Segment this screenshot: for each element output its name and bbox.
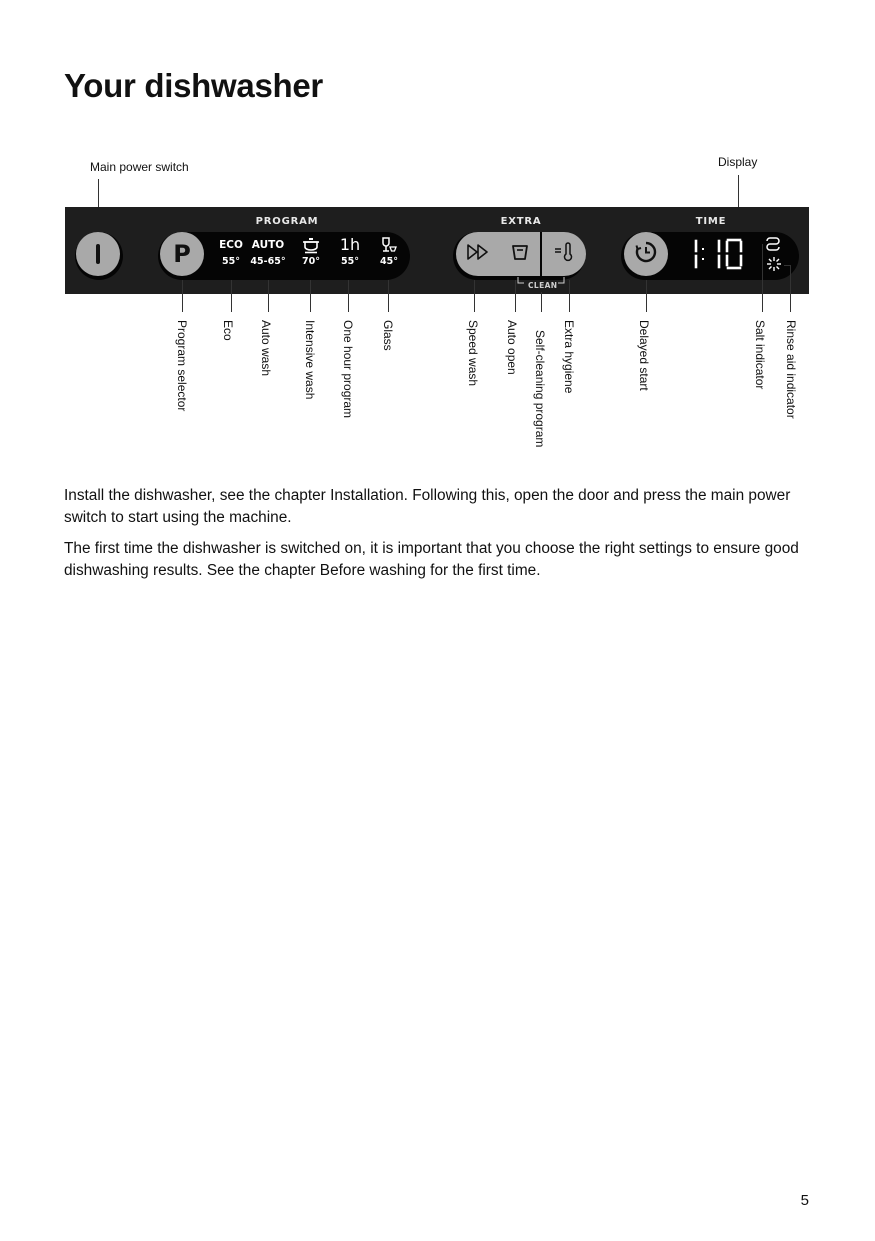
program-button-letter: P: [173, 240, 191, 268]
one-hour-program-label: One hour program: [341, 320, 355, 419]
delayed-start-button[interactable]: [624, 232, 668, 276]
leader-eco: [231, 280, 232, 312]
auto-open-label: Auto open: [505, 320, 519, 375]
program-selector-label: Program selector: [175, 320, 189, 412]
delayed-start-label: Delayed start: [637, 320, 651, 391]
page-number: 5: [800, 1192, 809, 1209]
auto-open-button[interactable]: [500, 232, 540, 276]
intensive-temp: 70°: [302, 256, 320, 267]
clean-label: CLEAN: [528, 281, 558, 290]
program-option-auto[interactable]: [250, 236, 285, 268]
time-display: [690, 238, 748, 270]
salt-icon: [764, 237, 782, 256]
time-section-label: TIME: [695, 216, 727, 227]
program-option-intensive[interactable]: [301, 236, 321, 268]
intensive-wash-label: Intensive wash: [303, 320, 317, 400]
extra-hygiene-button[interactable]: [542, 232, 586, 276]
intro-paragraph: Install the dishwasher, see the chapter Installation. Following this, open the door and press the main power switch to start using the machine.: [64, 487, 791, 526]
leader-delayed-start: [646, 280, 647, 312]
seven-segment-digits: [690, 238, 748, 270]
leader-intensive-wash: [310, 280, 311, 312]
eco-name: ECO: [219, 239, 243, 251]
extra-section-label: EXTRA: [500, 216, 542, 227]
leader-rinse-aid-indicator: [790, 265, 791, 312]
rinse-aid-indicator-label: Rinse aid indicator: [784, 320, 798, 419]
program-selector-button[interactable]: [160, 232, 204, 276]
leader-auto-wash: [268, 280, 269, 312]
fast-forward-icon: [466, 244, 490, 265]
leader-salt-indicator: [762, 244, 763, 312]
one-hour-name: 1h: [339, 235, 361, 254]
leader-speed-wash: [474, 280, 475, 312]
power-icon: [96, 244, 100, 264]
open-door-icon: [511, 243, 529, 266]
main-power-button[interactable]: [76, 232, 120, 276]
self-cleaning-program-label: Self-cleaning program: [533, 330, 547, 448]
time-display-value: [690, 238, 691, 239]
program-section-label: PROGRAM: [255, 216, 319, 227]
leader-glass: [388, 280, 389, 312]
rinse-aid-leader-hook: [784, 265, 790, 266]
glass-temp: 45°: [380, 256, 398, 267]
program-option-eco[interactable]: [219, 236, 243, 268]
leader-self-cleaning: [541, 292, 542, 312]
program-option-glass[interactable]: [380, 236, 398, 268]
extra-hygiene-label: Extra hygiene: [562, 320, 576, 394]
leader-program-selector: [182, 280, 183, 312]
one-hour-temp: 55°: [341, 256, 359, 267]
auto-temp: 45-65°: [250, 256, 286, 267]
first-use-paragraph: The first time the dishwasher is switched on, it is important that you choose the right settings to ensure good dishwashing results. See the chapter Before washing for the first time.: [64, 540, 799, 579]
salt-indicator-label: Salt indicator: [753, 320, 767, 390]
rinse-aid-icon: [766, 256, 782, 277]
glass-label: Glass: [381, 320, 395, 351]
glass-icon: [380, 236, 398, 254]
display-label: Display: [718, 155, 758, 169]
speed-wash-button[interactable]: [456, 232, 500, 276]
clock-icon: [634, 240, 658, 269]
eco-label: Eco: [221, 320, 235, 341]
eco-temp: 55°: [222, 256, 240, 267]
main-power-switch-label: Main power switch: [90, 160, 189, 174]
leader-one-hour-program: [348, 280, 349, 312]
thermometer-icon: [553, 242, 575, 267]
pot-icon: [301, 236, 321, 254]
program-option-one-hour[interactable]: [340, 236, 360, 268]
leader-auto-open: [515, 280, 516, 312]
auto-name: AUTO: [251, 239, 285, 251]
auto-wash-label: Auto wash: [259, 320, 273, 377]
speed-wash-label: Speed wash: [466, 320, 480, 387]
page-title: Your dishwasher: [64, 67, 323, 104]
leader-extra-hygiene: [569, 280, 570, 312]
